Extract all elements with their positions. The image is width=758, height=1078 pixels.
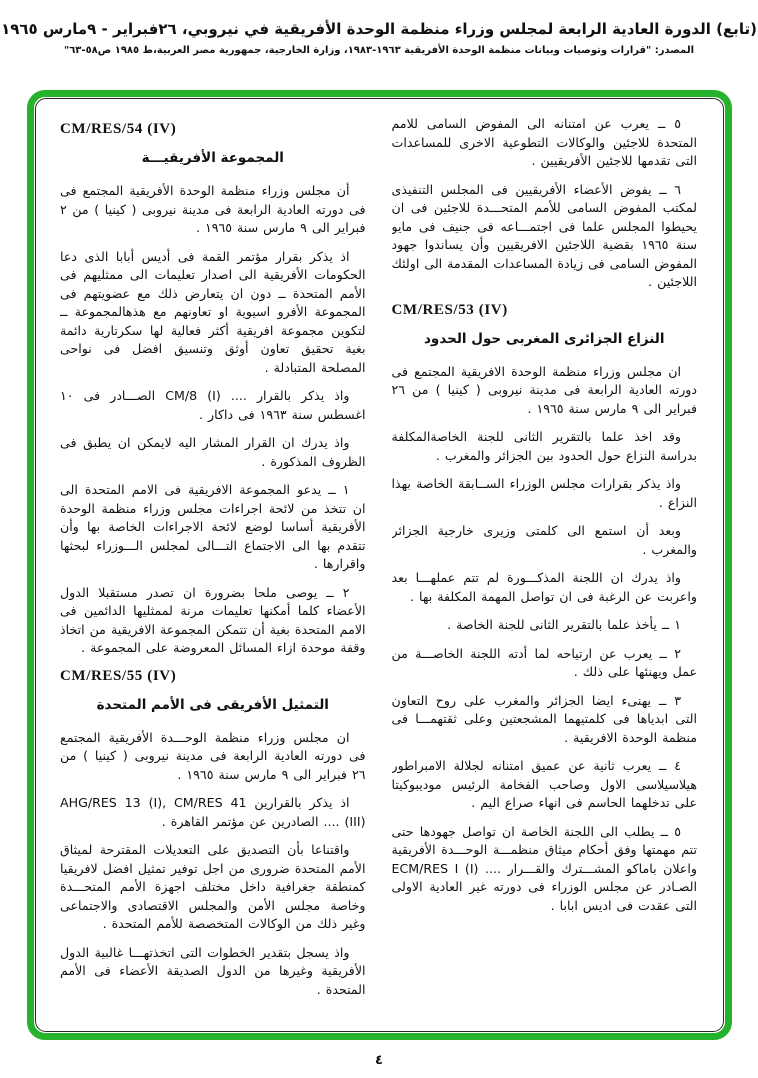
- paragraph: ١ ــ يدعو المجموعة الافريقية فى الامم المتحدة الى ان تتخذ من لائحة اجراءات مجلس وزراء منظمة الوحدة الأفريقية أساسا لوضع لائحة الاجراءات الخاصة بها وأن تتقدم بها الى الاجتماع التـــالى لمجلس الـــوزراء لبحثها واقرارها .: [60, 482, 366, 571]
- paragraph: واقتناعا بأن التصديق على التعديلات المقترحة لميثاق الأمم المتحدة ضرورى من اجل توفير تمثيل افضل لافريقيا كمنطقة جغرافية داخل مختلف اجهزة الأمم المتحـــدة وخاصة مجلس الأمن والمجلس الاقتصادى والاجتماعى وغير ذلك من الوكالات المتخصصة للأمم المتحدة .: [60, 842, 366, 931]
- paragraph: واذ يدرك ان اللجنة المذكـــورة لم تتم عملهـــا بعد واعربت عن الرغبة فى ان تواصل المهمة المكلفة بها .: [391, 570, 697, 604]
- resolution-title: النزاع الجزائرى المغربى حول الحدود: [424, 330, 665, 347]
- paragraph: واذ يدرك ان القرار المشار اليه لايمكن ان يطبق فى الظروف المذكورة .: [60, 435, 366, 469]
- document-body: [36, 99, 723, 1031]
- paragraph: واذ يسجل بتقدير الخطوات التى اتخذتهـــا غالبية الدول الأفريقية وغيرها من الدول الصديقة الأعضاء فى الأمم المتحدة .: [60, 944, 366, 997]
- paragraph: واذ يذكر بقرارات مجلس الوزراء الســابقة الخاصة بهذا النزاع .: [391, 476, 697, 510]
- paragraph: اذ يذكر بالقرارين AHG/RES 13 (I), CM/RES 41 (III) .... الصادرين عن مؤتمر القاهرة .: [60, 795, 366, 829]
- page-header: [0, 0, 758, 56]
- header-source: المصدر: "قرارات وتوصيات وبيانات منظمة الوحدة الأفريقية ١٩٦٣-١٩٨٣، وزارة الخارجية، جمهورية مصر العربية،ط ١٩٨٥ ص٥٨-٦٣": [63, 45, 695, 56]
- paragraph: ٢ ــ يعرب عن ارتياحه لما أدته اللجنة الخاصـــة من عمل ويهنئها على ذلك .: [391, 645, 697, 679]
- paragraph: ان مجلس وزراء منظمة الوحـــدة الأفريقية المجتمع فى دورته العادية الرابعة فى مدينة نيروبى ( كينيا ) من ٢٦ فبراير الى ٩ مارس سنة ١٩٦٥ .: [60, 729, 366, 782]
- paragraph: اذ يذكر بقرار مؤتمر القمة فى أديس أبابا الذى دعا الحكومات الأفريقية الى اصدار تعليمات الى ممثليهم فى الأمم المتحدة ــ دون ان يتعارض ذلك مع عضويتهم فى المجموعة الأفرو اسيوية او تعاونهم مع هذهالمجموعة ــ لتكوين مجموعة افريقية أكثر فعالية لها سكرتارية دائمة بغية تحقيق تعاون أوثق وتنسيق افضل فى نواحى المصلحة المتبادلة .: [60, 248, 366, 375]
- paragraph: أن مجلس وزراء منظمة الوحدة الأفريقية المجتمع فى فى دورته العادية الرابعة فى مدينة نيروبى ( كينيا ) من ٢ فبراير الى ٩ مارس سنة ١٩٦٥ .: [60, 183, 366, 235]
- resolution-code: CM/RES/53 (IV): [391, 301, 508, 318]
- green-frame: [27, 90, 732, 1040]
- paragraph: ٦ ــ يفوض الأعضاء الأفريقيين فى المجلس التنفيذى لمكتب المفوض السامى للأمم المتحـــدة للاجئين فى ان يحيطوا المجلس علما فى اجتمـــاعه فى جنيف فى مايو سنة ١٩٦٥ بقضية اللاجئين الافريقيين وأن يساندوا جهود المفوض السامى فى زيادة المساعدات المقدمة الى اولئك اللاجئين .: [391, 181, 697, 289]
- paragraph: ٤ ــ يعرب ثانية عن عميق امتنانه لجلالة الامبراطور هيلاسيلاسى الاول وصاحب الفخامة الرئيس موديبوكيتا على تدخلهما الحاسم فى انهاء صراع اليم .: [391, 758, 697, 810]
- header-title: (تابع) الدورة العادية الرابعة لمجلس وزراء منظمة الوحدة الأفريقية في نيروبي، ٢٦فبراير - ٩مارس ١٩٦٥: [1, 20, 757, 38]
- resolution-code: CM/RES/54 (IV): [60, 121, 177, 137]
- paragraph: وقد اخذ علما بالتقرير الثانى للجنة الخاصةالمكلفة بدراسة النزاع حول الحدود بين الجزائر والمغرب .: [391, 429, 697, 463]
- resolution-code: CM/RES/55 (IV): [60, 667, 177, 684]
- inner-border: [35, 98, 724, 1032]
- paragraph: ٢ ــ يوصى ملحا بضرورة ان تصدر مستقبلا الدول الأعضاء كلما أمكنها تعليمات مرنة لممثليها الدائمين فى الامم المتحدة بغية أن تتمكن المجموعة الافريقية من اتخاذ وقفة موحدة ازاء المسائل المعروضة على المجموعة .: [60, 584, 366, 655]
- paragraph: ان مجلس وزراء منظمة الوحدة الافريقية المجتمع فى دورته العادية الرابعة فى مدينة نيروبى ( كينيا ) من ٢٦ فبراير الى ٩ مارس سنة ١٩٦٥ .: [391, 363, 697, 416]
- paragraph: ٥ ــ يعرب عن امتنانه الى المفوض السامى للامم المتحدة للاجئين والوكالات التطوعية الاخرى للمساعدات التى تقدمها للاجئين الأفريقيين .: [391, 116, 697, 168]
- left-column: [60, 115, 366, 1021]
- paragraph: ١ ــ يأخذ علما بالتقرير الثانى للجنة الخاصة .: [447, 617, 681, 632]
- resolution-title: المجموعة الأفريقيـــة: [141, 150, 284, 166]
- paragraph: وبعد أن استمع الى كلمتى وزيرى خارجية الجزائر والمغرب .: [391, 523, 697, 557]
- resolution-title: التمثيل الأفريقى فى الأمم المتحدة: [96, 696, 329, 713]
- right-column: [392, 115, 698, 1021]
- paragraph: ٥ ــ يطلب الى اللجنة الخاصة ان تواصل جهودها حتى تتم مهمتها وفق أحكام ميثاق منظمـــة الوحـــدة الأفريقية واعلان باماكو المشـــترك والقـــرار .... ECM/RES I (I) الصـادر عن مجلس الوزراء فى دورته غير العادية الاولى التى عقدت فى اديس ابابا .: [391, 823, 697, 913]
- paragraph: واذ يذكر بالقرار .... CM/8 (I) الصـــادر فى ١٠ اغسطس سنة ١٩٦٣ فى داكار .: [60, 388, 366, 422]
- paragraph: ٣ ــ يهنىء ايضا الجزائر والمغرب على روح التعاون التى ابدياها فى كلمتيهما المشجعتين وعلى ثقتهمـــا فى منظمة الوحدة الافريقية .: [391, 692, 697, 745]
- page-number: ٤: [375, 1053, 383, 1068]
